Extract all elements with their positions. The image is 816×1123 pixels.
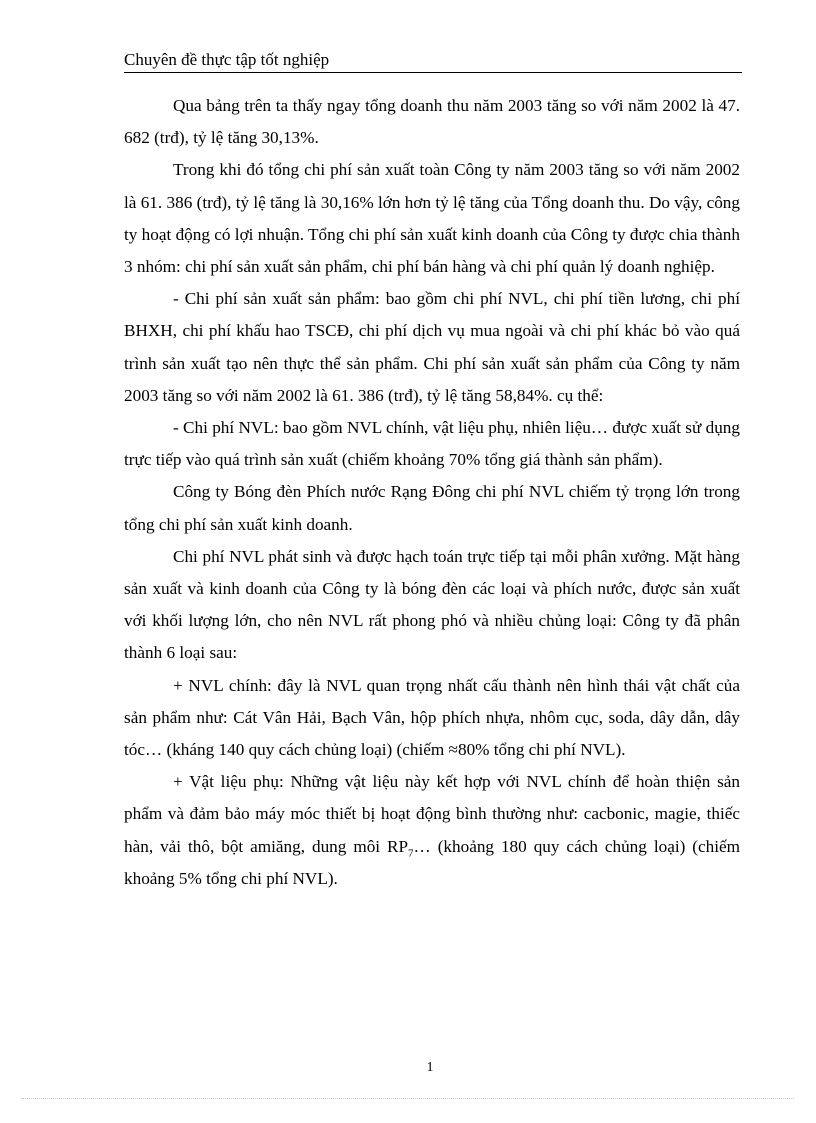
paragraph-main-material: + NVL chính: đây là NVL quan trọng nhất cấu thành nên hình thái vật chất của sản phẩm như: Cát Vân Hải, Bạch Vân, hộp phích nhựa, nhôm cục, soda, dây dẫn, dây tóc… (kháng 140 quy cách chủng loại) (chiếm ≈80% tổng chi phí NVL). bbox=[124, 675, 740, 760]
auxiliary-material-tail: … (khoảng 180 quy cách chủng loại) (chiếm khoảng 5% tổng chi phí NVL). bbox=[124, 836, 740, 888]
paragraph-revenue-growth: Qua bảng trên ta thấy ngay tổng doanh thu năm 2003 tăng so với năm 2002 là 47. 682 (trđ), tỷ lệ tăng 30,13%. bbox=[124, 96, 740, 148]
bottom-page-border bbox=[22, 1098, 794, 1099]
paragraph-material-cost: - Chi phí NVL: bao gồm NVL chính, vật liệu phụ, nhiên liệu… được xuất sử dụng trực tiếp vào quá trình sản xuất (chiếm khoảng 70% tổng giá thành sản phẩm). bbox=[124, 418, 740, 470]
subscript-seven: 7 bbox=[408, 847, 414, 860]
auxiliary-material-text: + Vật liệu phụ: Những vật liệu này kết hợp với NVL chính để hoàn thiện sản phẩm và đảm bảo máy móc thiết bị hoạt động bình thường như: cacbonic, magie, thiếc hàn, vải thô, bột amiăng, dung môi RP bbox=[124, 772, 740, 856]
running-header: Chuyên đề thực tập tốt nghiệp bbox=[124, 48, 742, 73]
paragraph-company-material-share: Công ty Bóng đèn Phích nước Rạng Đông chi phí NVL chiếm tỷ trọng lớn trong tổng chi phí sản xuất kinh doanh. bbox=[124, 482, 740, 534]
page-number: 1 bbox=[426, 1060, 434, 1075]
paragraph-auxiliary-material bbox=[124, 766, 740, 895]
body-text bbox=[124, 90, 740, 895]
paragraph-material-classification: Chi phí NVL phát sinh và được hạch toán trực tiếp tại mỗi phân xưởng. Mặt hàng sản xuất và kinh doanh của Công ty là bóng đèn các loại và phích nước, được sản xuất với khối lượng lớn, cho nên NVL rất phong phó và nhiều chủng loại: Công ty đã phân thành 6 loại sau: bbox=[124, 546, 740, 663]
paragraph-total-cost: Trong khi đó tổng chi phí sản xuất toàn Công ty năm 2003 tăng so với năm 2002 là 61. 386 (trđ), tỷ lệ tăng là 30,16% lớn hơn tỷ lệ tăng của Tổng doanh thu. Do vậy, công ty hoạt động có lợi nhuận. Tổng chi phí sản xuất kinh doanh của Công ty được chia thành 3 nhóm: chi phí sản xuất sản phẩm, chi phí bán hàng và chi phí quản lý doanh nghiệp. bbox=[124, 160, 740, 277]
paragraph-production-cost: - Chi phí sản xuất sản phẩm: bao gồm chi phí NVL, chi phí tiền lương, chi phí BHXH, chi phí khấu hao TSCĐ, chi phí dịch vụ mua ngoài và chi phí khác bỏ vào quá trình sản xuất tạo nên thực thể sản phẩm. Chi phí sản xuất sản phẩm của Công ty năm 2003 tăng so với năm 2002 là 61. 386 (trđ), tỷ lệ tăng 58,84%. cụ thể: bbox=[124, 289, 740, 405]
